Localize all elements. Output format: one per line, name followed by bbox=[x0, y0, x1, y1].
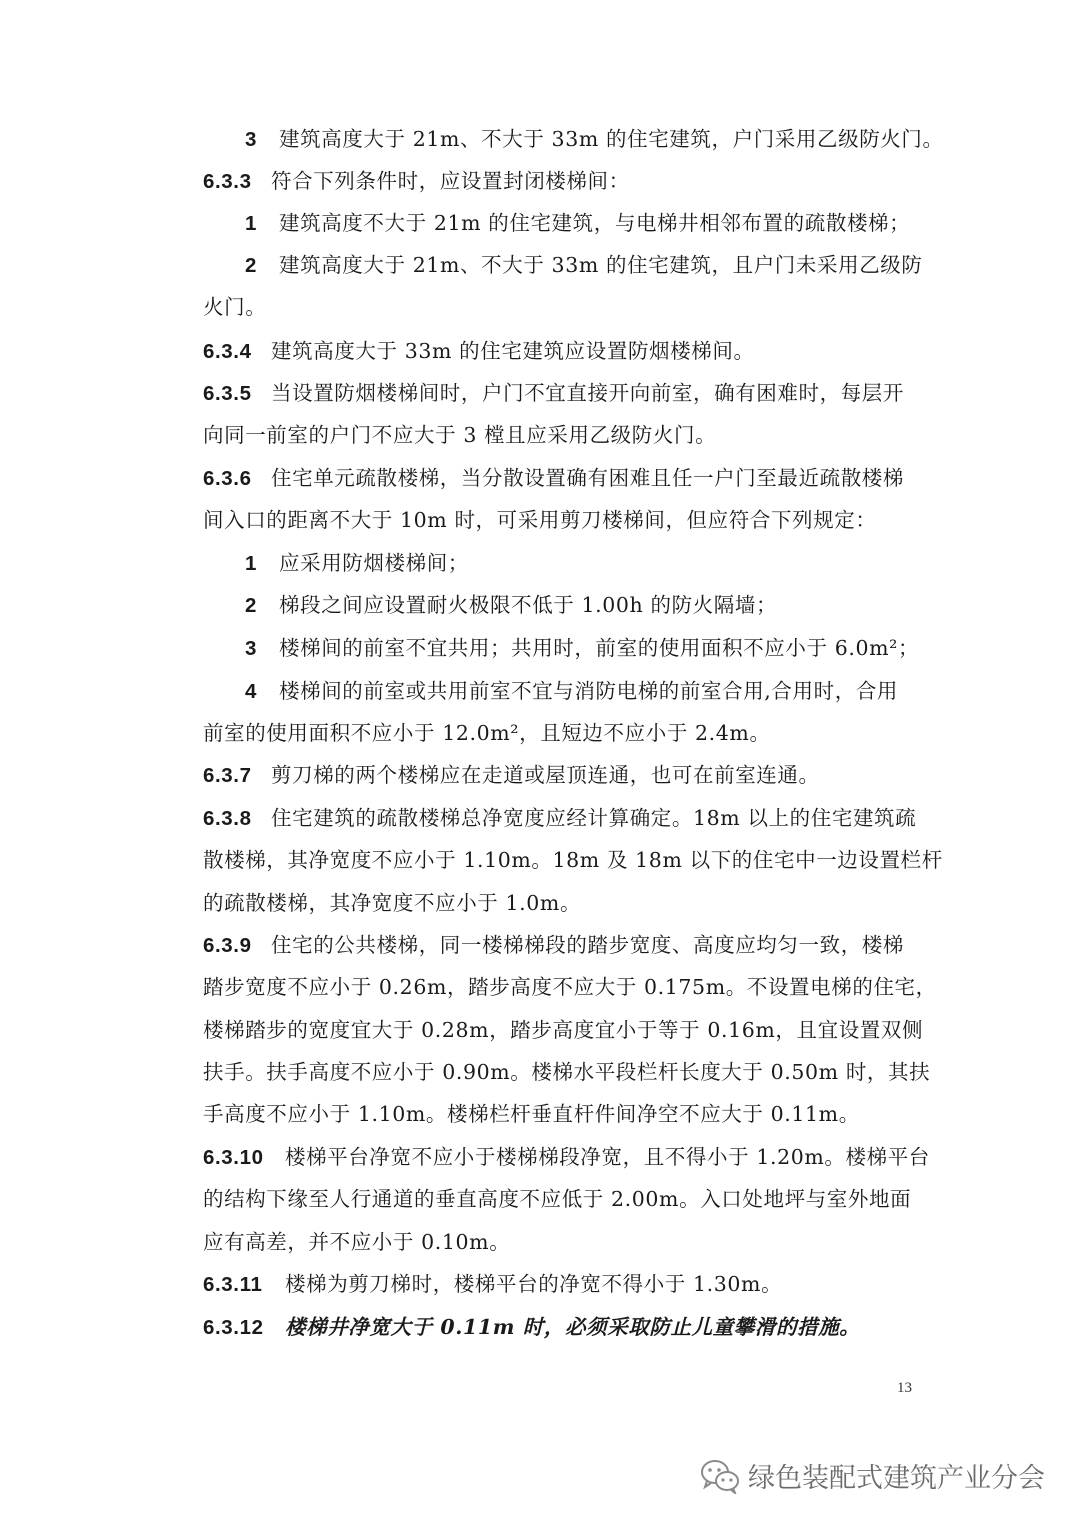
continuation-line bbox=[203, 888, 581, 918]
clause-number: 6.3.4 bbox=[203, 340, 252, 363]
continuation-line bbox=[203, 1227, 510, 1257]
line-text: 前室的使用面积不应小于 12.0m²，且短边不应小于 2.4m。 bbox=[203, 721, 771, 745]
clause-6-3-8 bbox=[203, 803, 916, 834]
clause-text: 建筑高度大于 33m 的住宅建筑应设置防烟楼梯间。 bbox=[271, 339, 755, 363]
list-item bbox=[245, 208, 910, 239]
item-number: 1 bbox=[245, 212, 258, 235]
list-item bbox=[245, 124, 944, 155]
clause-text: 符合下列条件时，应设置封闭楼梯间： bbox=[271, 169, 630, 193]
clause-number: 6.3.12 bbox=[203, 1316, 264, 1339]
clause-6-3-11 bbox=[203, 1269, 782, 1300]
line-text: 火门。 bbox=[203, 295, 267, 319]
clause-text: 住宅建筑的疏散楼梯总净宽度应经计算确定。18m 以上的住宅建筑疏 bbox=[271, 806, 917, 830]
item-text: 楼梯间的前室或共用前室不宜与消防电梯的前室合用,合用时，合用 bbox=[279, 679, 899, 703]
line-text: 向同一前室的户门不应大于 3 樘且应采用乙级防火门。 bbox=[203, 423, 717, 447]
item-text: 建筑高度大于 21m、不大于 33m 的住宅建筑，且户门未采用乙级防 bbox=[279, 253, 923, 277]
clause-6-3-6 bbox=[203, 463, 904, 494]
clause-text: 楼梯平台净宽不应小于楼梯梯段净宽，且不得小于 1.20m。楼梯平台 bbox=[285, 1145, 930, 1169]
list-item bbox=[245, 590, 777, 621]
wechat-icon bbox=[700, 1458, 740, 1494]
clause-6-3-7 bbox=[203, 760, 820, 791]
clause-text: 楼梯井净宽大于 0.11m 时，必须采取防止儿童攀滑的措施。 bbox=[285, 1315, 861, 1339]
item-text: 建筑高度大于 21m、不大于 33m 的住宅建筑，户门采用乙级防火门。 bbox=[279, 127, 944, 151]
item-text: 楼梯间的前室不宜共用；共用时，前室的使用面积不应小于 6.0m²； bbox=[279, 636, 920, 660]
line-text: 手高度不应小于 1.10m。楼梯栏杆垂直杆件间净空不应大于 0.11m。 bbox=[203, 1102, 860, 1126]
continuation-line bbox=[203, 1057, 930, 1087]
item-number: 3 bbox=[245, 637, 258, 660]
clause-number: 6.3.7 bbox=[203, 764, 252, 787]
clause-text: 住宅单元疏散楼梯，当分散设置确有困难且任一户门至最近疏散楼梯 bbox=[271, 466, 904, 490]
list-item bbox=[245, 250, 923, 281]
line-text: 散楼梯，其净宽度不应小于 1.10m。18m 及 18m 以下的住宅中一边设置栏杆 bbox=[203, 848, 943, 872]
item-number: 2 bbox=[245, 594, 258, 617]
line-text: 踏步宽度不应小于 0.26m，踏步高度不应大于 0.175m。不设置电梯的住宅， bbox=[203, 975, 937, 999]
continuation-line bbox=[203, 1015, 923, 1045]
continuation-line bbox=[203, 845, 943, 875]
clause-text: 楼梯为剪刀梯时，楼梯平台的净宽不得小于 1.30m。 bbox=[285, 1272, 783, 1296]
clause-6-3-4 bbox=[203, 336, 755, 367]
watermark bbox=[700, 1456, 1045, 1495]
clause-number: 6.3.8 bbox=[203, 807, 252, 830]
continuation-line bbox=[203, 1184, 911, 1214]
continuation-line bbox=[203, 420, 716, 450]
line-text: 间入口的距离不大于 10m 时，可采用剪刀楼梯间，但应符合下列规定： bbox=[203, 508, 877, 532]
line-text: 扶手。扶手高度不应小于 0.90m。楼梯水平段栏杆长度大于 0.50m 时，其扶 bbox=[203, 1060, 931, 1084]
list-item bbox=[245, 676, 898, 707]
item-number: 4 bbox=[245, 680, 258, 703]
continuation-line bbox=[203, 718, 771, 748]
clause-6-3-5 bbox=[203, 378, 904, 409]
continuation-line bbox=[203, 972, 937, 1002]
item-text: 应采用防烟楼梯间； bbox=[279, 551, 469, 575]
list-item bbox=[245, 548, 469, 579]
line-text: 的结构下缘至人行通道的垂直高度不应低于 2.00m。入口处地坪与室外地面 bbox=[203, 1187, 912, 1211]
item-number: 1 bbox=[245, 552, 258, 575]
line-text: 楼梯踏步的宽度宜大于 0.28m，踏步高度宜小于等于 0.16m，且宜设置双侧 bbox=[203, 1018, 924, 1042]
continuation-line bbox=[203, 1099, 860, 1129]
line-text: 的疏散楼梯，其净宽度不应小于 1.0m。 bbox=[203, 891, 582, 915]
continuation-line bbox=[203, 505, 876, 535]
page-number: 13 bbox=[897, 1380, 912, 1396]
item-number: 2 bbox=[245, 254, 258, 277]
clause-number: 6.3.5 bbox=[203, 382, 252, 405]
clause-text: 剪刀梯的两个楼梯应在走道或屋顶连通，也可在前室连通。 bbox=[271, 763, 820, 787]
clause-number: 6.3.3 bbox=[203, 170, 252, 193]
watermark-text: 绿色装配式建筑产业分会 bbox=[748, 1463, 1045, 1494]
clause-6-3-10 bbox=[203, 1142, 930, 1173]
clause-number: 6.3.11 bbox=[203, 1273, 263, 1296]
clause-6-3-3 bbox=[203, 166, 630, 197]
clause-6-3-9 bbox=[203, 930, 904, 961]
clause-number: 6.3.9 bbox=[203, 934, 252, 957]
item-text: 建筑高度不大于 21m 的住宅建筑，与电梯井相邻布置的疏散楼梯； bbox=[279, 211, 911, 235]
clause-text: 当设置防烟楼梯间时，户门不宜直接开向前室，确有困难时，每层开 bbox=[271, 381, 904, 405]
line-text: 应有高差，并不应小于 0.10m。 bbox=[203, 1230, 511, 1254]
clause-number: 6.3.6 bbox=[203, 467, 252, 490]
list-item bbox=[245, 633, 919, 664]
clause-text: 住宅的公共楼梯，同一楼梯梯段的踏步宽度、高度应均匀一致，楼梯 bbox=[271, 933, 904, 957]
continuation-line bbox=[203, 292, 266, 322]
clause-number: 6.3.10 bbox=[203, 1146, 264, 1169]
item-text: 梯段之间应设置耐火极限不低于 1.00h 的防火隔墙； bbox=[279, 593, 778, 617]
clause-6-3-12 bbox=[203, 1312, 860, 1343]
item-number: 3 bbox=[245, 128, 258, 151]
